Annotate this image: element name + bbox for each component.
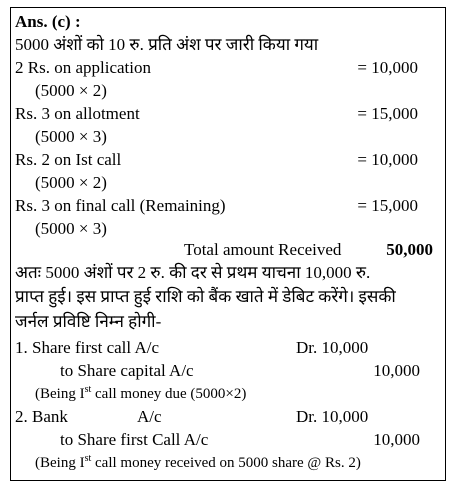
- total-label: Total amount Received: [184, 240, 342, 259]
- item-calc: (5000 × 2): [35, 173, 107, 192]
- item-amount: = 10,000: [357, 150, 418, 169]
- item-calc: (5000 × 2): [35, 81, 107, 100]
- entry-debit-amount: Dr. 10,000: [296, 338, 369, 357]
- entry-credit-amount: 10,000: [373, 361, 420, 380]
- entry-debit-mid: A/c: [137, 407, 162, 426]
- entry-debit-amount: Dr. 10,000: [296, 407, 369, 426]
- entry-credit: to Share capital A/c: [60, 361, 194, 380]
- para-line: अतः 5000 अंशों पर 2 रु. की दर से प्रथम याचना 10,000 रु.: [15, 263, 371, 282]
- item-label: Rs. 3 on allotment: [15, 104, 140, 123]
- entry-debit: 2. Bank: [15, 407, 68, 426]
- item-label: Rs. 3 on final call (Remaining): [15, 196, 226, 215]
- item-label: 2 Rs. on application: [15, 58, 151, 77]
- para-line: प्राप्त हुई। इस प्राप्त हुई राशि को बैंक खाते में डेबिट करेंगे। इसकी: [15, 287, 396, 306]
- item-amount: = 15,000: [357, 196, 418, 215]
- item-amount: = 10,000: [357, 58, 418, 77]
- entry-narration: (Being Ist call money received on 5000 share @ Rs. 2): [35, 453, 361, 471]
- item-calc: (5000 × 3): [35, 127, 107, 146]
- answer-heading: Ans. (c) :: [15, 12, 81, 31]
- intro-line: 5000 अंशों को 10 रु. प्रति अंश पर जारी किया गया: [15, 35, 319, 54]
- item-calc: (5000 × 3): [35, 219, 107, 238]
- entry-debit: 1. Share first call A/c: [15, 338, 159, 357]
- entry-credit-amount: 10,000: [373, 430, 420, 449]
- item-label: Rs. 2 on Ist call: [15, 150, 122, 169]
- para-line: जर्नल प्रविष्टि निम्न होगी-: [15, 312, 162, 331]
- item-amount: = 15,000: [357, 104, 418, 123]
- total-value: 50,000: [386, 240, 433, 259]
- entry-credit: to Share first Call A/c: [60, 430, 209, 449]
- entry-narration: (Being Ist call money due (5000×2): [35, 384, 247, 402]
